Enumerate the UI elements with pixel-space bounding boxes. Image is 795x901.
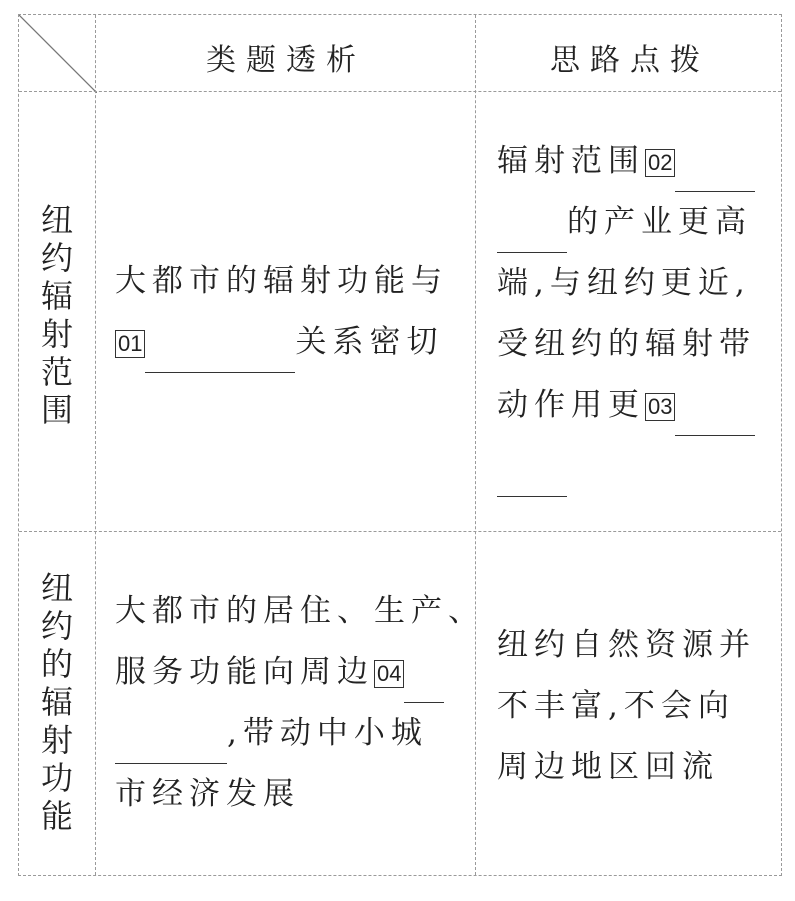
row2-hint: 纽约自然资源并 不丰富,不会向 周边地区回流 — [497, 627, 756, 785]
fill-blank — [497, 456, 567, 497]
analysis-line: 大都市的辐射功能与 — [115, 263, 448, 299]
row-divider — [19, 531, 781, 532]
row1-analysis: 大都市的辐射功能与 01 关系密切 — [115, 251, 448, 373]
row1-hint: 辐射范围 02 的产业更高 端,与纽约更近, 受纽约的辐射带 动作用更 03 — [497, 131, 756, 497]
blank-number-01: 01 — [115, 330, 145, 358]
table — [18, 14, 782, 876]
row2-label: 纽 约 的 辐 射 功 能 — [40, 569, 73, 835]
fill-blank — [404, 662, 444, 703]
blank-number-04: 04 — [374, 660, 404, 688]
fill-blank — [115, 723, 227, 764]
row1-label: 纽 约 辐 射 范 围 — [40, 201, 73, 429]
fill-blank — [497, 212, 567, 253]
diagonal-header-line — [19, 15, 97, 93]
blank-number-02: 02 — [645, 149, 675, 177]
fill-blank — [145, 332, 295, 373]
blank-number-03: 03 — [645, 393, 675, 421]
row-divider — [19, 91, 781, 92]
fill-blank — [675, 151, 755, 192]
row2-analysis: 大都市的居住、生产、 服务功能向周边 04 ,带动中小城 市经济发展 — [115, 593, 485, 812]
header-analysis: 类题透析 — [206, 43, 366, 78]
fill-blank — [675, 395, 755, 436]
column-divider — [95, 15, 96, 875]
header-hint: 思路点拨 — [550, 43, 710, 78]
